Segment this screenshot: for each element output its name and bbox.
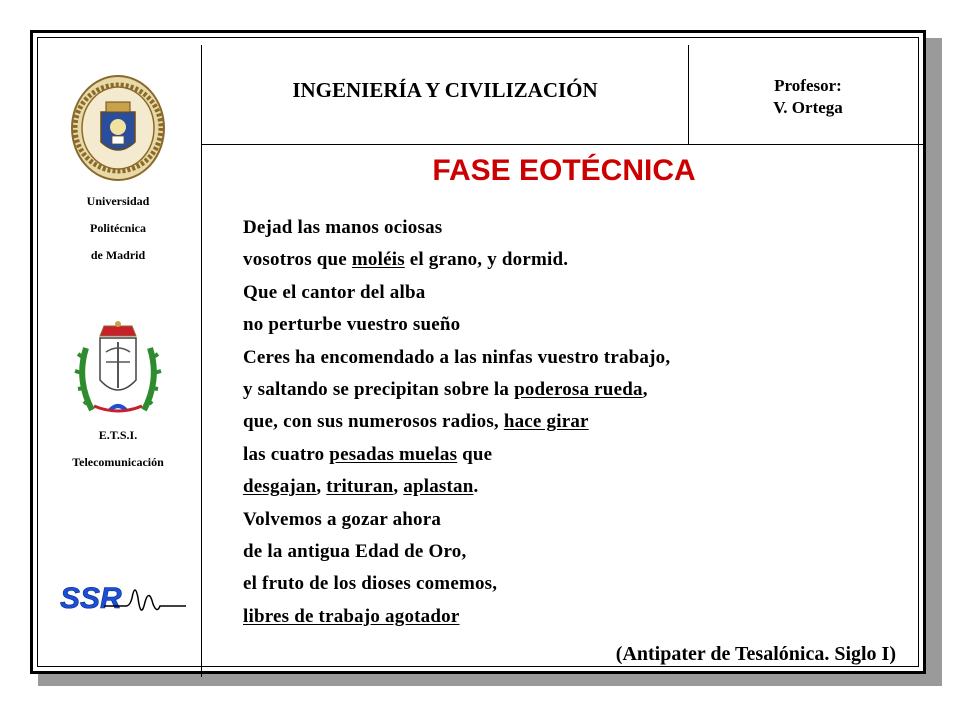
poem-line: de la antigua Edad de Oro, — [243, 541, 467, 563]
underlined-word: desgajan — [243, 476, 317, 498]
poem-line: el fruto de los dioses comemos, — [243, 573, 498, 595]
poem-line: no perturbe vuestro sueño — [243, 314, 461, 336]
poem-line: Volvemos a gozar ahora — [243, 508, 442, 530]
underlined-word: trituran — [326, 476, 394, 498]
poem-line: que, con sus numerosos radios, hace girar — [243, 411, 589, 433]
university-seal-icon — [68, 72, 168, 184]
underlined-word: aplastan — [403, 476, 474, 498]
underlined-word: pesadas muelas — [329, 443, 458, 465]
underlined-word: libres de trabajo agotador — [243, 605, 460, 627]
poem — [243, 212, 923, 633]
university-line3: de Madrid — [90, 248, 146, 262]
school-line2: Telecomunicación — [72, 455, 164, 469]
poem-line: y saltando se precipitan sobre la poderosa rueda, — [243, 379, 648, 401]
poem-line — [243, 601, 923, 633]
underlined-word: hace girar — [503, 411, 589, 433]
attribution: (Antipater de Tesalónica. Siglo I) — [615, 643, 896, 665]
ssr-logo-icon — [46, 578, 190, 626]
poem-line: Ceres ha encomendado a las ninfas vuestro trabajo, — [243, 346, 671, 368]
university-line2: Politécnica — [90, 221, 146, 235]
divider-vertical — [201, 45, 202, 677]
university-name — [36, 188, 200, 269]
professor-block — [690, 75, 926, 119]
poem-line: desgajan, trituran, aplastan. — [243, 476, 479, 498]
divider-horizontal — [201, 144, 925, 145]
university-line1: Universidad — [86, 194, 150, 208]
professor-name: V. Ortega — [773, 98, 843, 117]
underlined-word: poderosa rueda — [514, 379, 643, 401]
school-line1: E.T.S.I. — [98, 428, 138, 442]
school-crest-icon — [72, 318, 164, 420]
school-name — [36, 422, 200, 476]
course-title: INGENIERÍA Y CIVILIZACIÓN — [292, 78, 598, 102]
poem-line: las cuatro pesadas muelas que — [243, 443, 493, 465]
poem-line: Dejad las manos ociosas — [243, 217, 443, 238]
poem-line: Que el cantor del alba — [243, 281, 426, 303]
divider-header — [688, 45, 689, 144]
professor-label: Profesor: — [774, 76, 842, 95]
underlined-word: moléis — [351, 249, 405, 271]
poem-line: vosotros que moléis el grano, y dormid. — [243, 249, 569, 271]
slide-title: FASE EOTÉCNICA — [432, 154, 696, 187]
ssr-logo-text: SSR — [60, 582, 122, 615]
